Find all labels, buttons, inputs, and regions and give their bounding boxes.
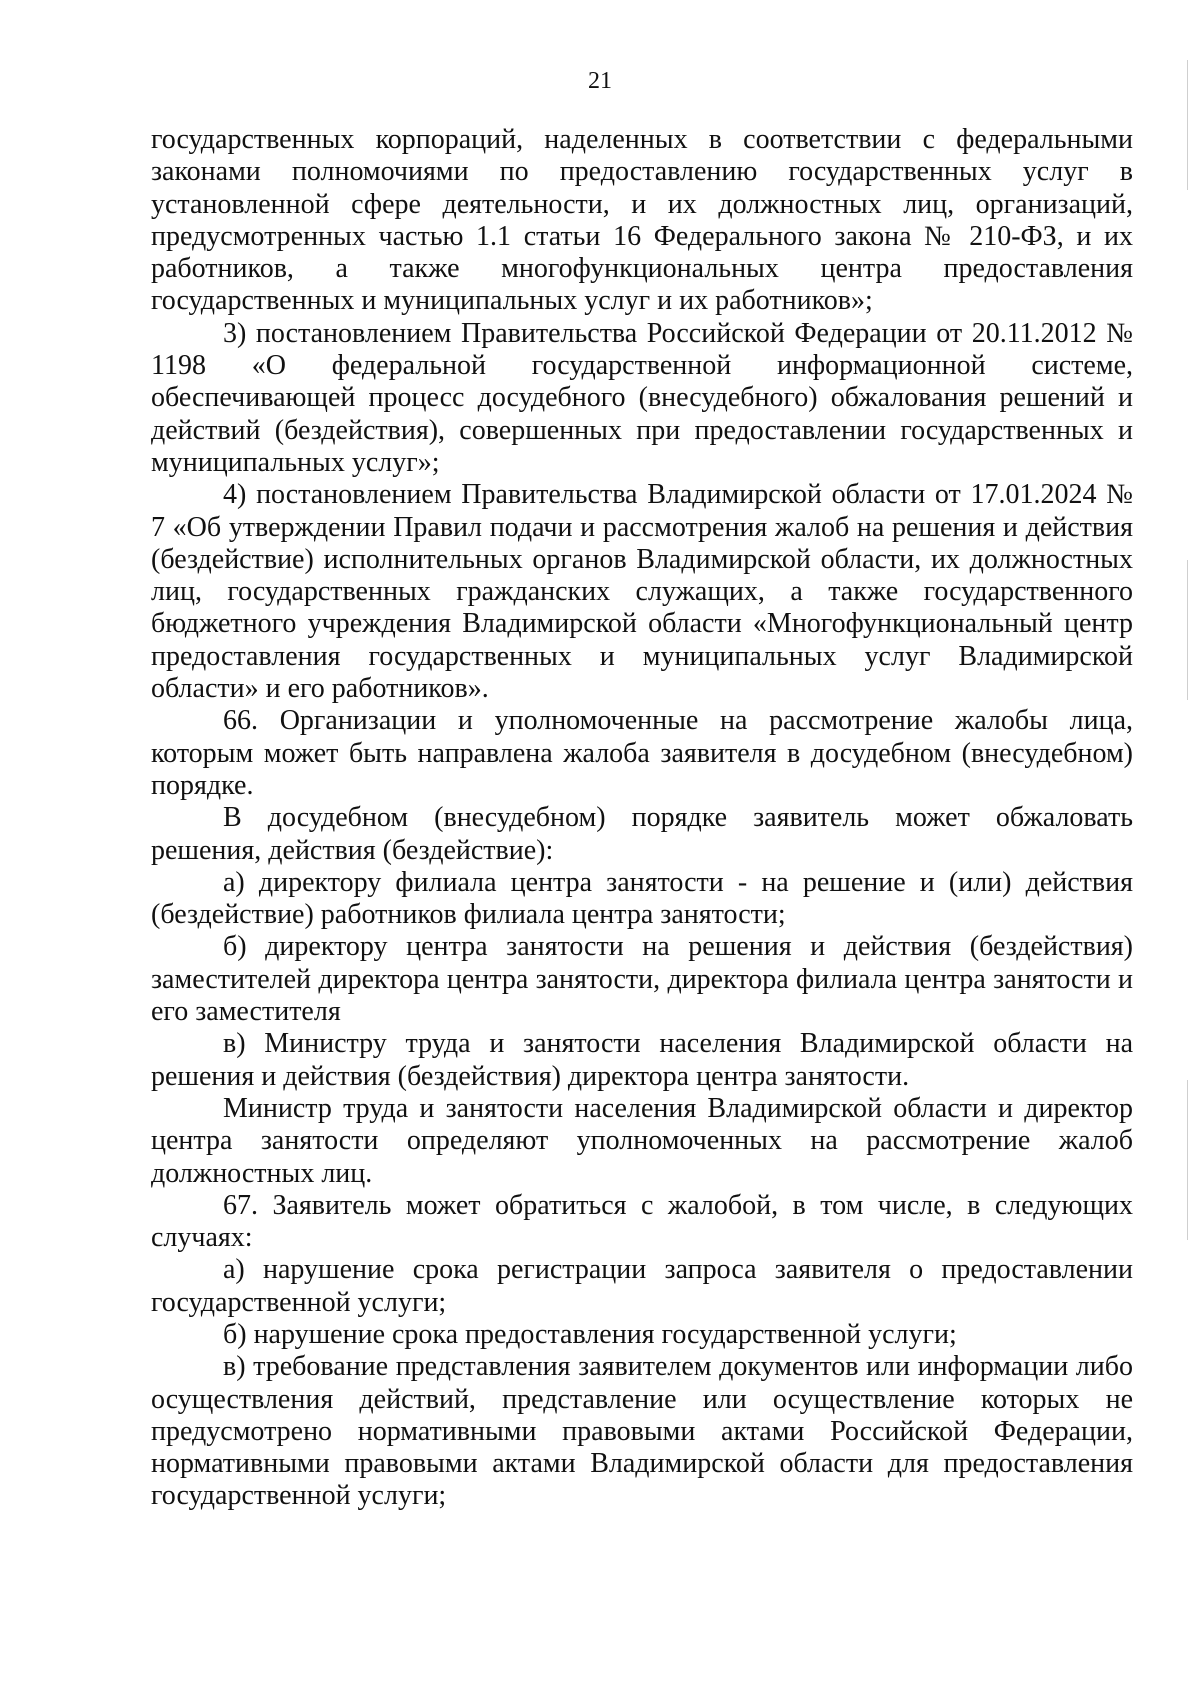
paragraph-item-3-resolution-1198: 3) постановлением Правительства Российской Федерации от 20.11.2012 № 1198 «О федеральной государственной информационной системе, обеспечивающей процесс досудебного (внесудебного) обжалования решений и действий (бездействия), совершенных при предоставлении государственных и муниципальных услуг»; <box>151 317 1133 478</box>
page-number: 21 <box>588 68 612 94</box>
paragraph-66: 66. Организации и уполномоченные на рассмотрение жалобы лица, которым может быть направлена жалоба заявителя в досудебном (внесудебном) порядке. <box>151 705 1133 801</box>
paragraph-item-4-resolution-7: 4) постановлением Правительства Владимирской области от 17.01.2024 № 7 «Об утверждении Правил подачи и рассмотрения жалоб на решения и действия (бездействие) исполнительных органов Владимирской области, их должностных лиц, государственных гражданских служащих, а также государственного бюджетного учреждения Владимирской области «Многофункциональный центр предоставления государственных и муниципальных услуг Владимирской области» и его работников». <box>151 479 1133 705</box>
paragraph-appeal-a: а) директору филиала центра занятости - на решение и (или) действия (бездействие) работников филиала центра занятости; <box>151 866 1133 931</box>
paragraph-case-b: б) нарушение срока предоставления государственной услуги; <box>223 1318 957 1350</box>
document-body <box>151 124 1133 1513</box>
paragraph-continuation: государственных корпораций, наделенных в соответствии с федеральными законами полномочиями по предоставлению государственных услуг в установленной сфере деятельности, и их должностных лиц, организаций, предусмотренных частью 1.1 статьи 16 Федерального закона № 210-ФЗ, и их работников, а также многофункциональных центра предоставления государственных и муниципальных услуг и их работников»; <box>151 124 1133 317</box>
scan-edge-mark <box>1187 60 1188 190</box>
paragraph-case-c: в) требование представления заявителем документов или информации либо осуществления действий, представление или осуществление которых не предусмотрено нормативными правовыми актами Российской Федерации, нормативными правовыми актами Владимирской области для предоставления государственной услуги; <box>151 1351 1133 1512</box>
paragraph-appeal-b: б) директору центра занятости на решения и действия (бездействия) заместителей директора центра занятости, директора филиала центра занятости и его заместителя <box>151 931 1133 1028</box>
paragraph-appeal-c: в) Министру труда и занятости населения Владимирской области на решения и действия (бездействия) директора центра занятости. <box>151 1028 1133 1092</box>
paragraph-appeal-intro: В досудебном (внесудебном) порядке заявитель может обжаловать решения, действия (бездействие): <box>151 802 1133 866</box>
scan-edge-mark <box>1187 1080 1188 1240</box>
paragraph-case-a: а) нарушение срока регистрации запроса заявителя о предоставлении государственной услуги; <box>151 1254 1133 1318</box>
paragraph-67: 67. Заявитель может обратиться с жалобой, в том числе, в следующих случаях: <box>151 1189 1133 1254</box>
scan-edge-mark <box>1187 560 1188 700</box>
paragraph-authorized-officials: Министр труда и занятости населения Владимирской области и директор центра занятости определяют уполномоченных на рассмотрение жалоб должностных лиц. <box>151 1092 1133 1189</box>
